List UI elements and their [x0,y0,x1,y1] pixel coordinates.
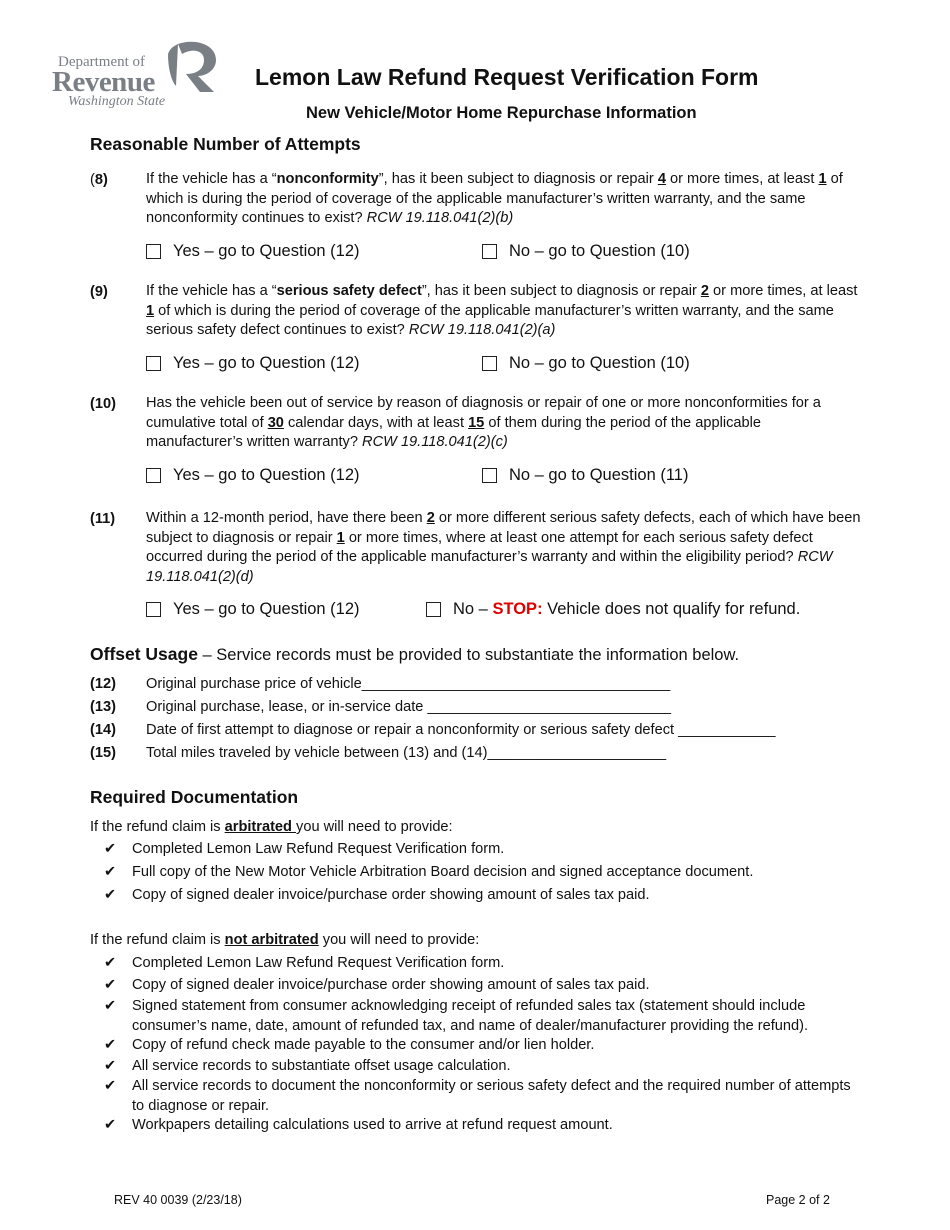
nonarb-item-5 [104,1057,864,1077]
q9-t5: or more times, at least [709,283,858,299]
offset-14-num: (14) [90,722,116,738]
q8-t5: or more times, at least [665,171,819,187]
check-icon: ✔ [104,955,117,971]
q9-t7: of which is during the period of coverage of the applicable manufacturer’s written warranty, and the same serious safety defect continues to exist? [146,302,834,338]
offset-line-12[interactable] [90,676,670,692]
question-11-number: (11) [90,511,116,527]
logo-revenue-text: Revenue [52,66,155,98]
offset-13-label: Original purchase, lease, or in-service date ______________________________ [146,699,671,715]
arb-item-1 [104,840,864,860]
page-number: Page 2 of 2 [766,1193,830,1207]
q8-close: ) [103,172,108,188]
nonarb-intro-1: If the refund claim is [90,932,225,948]
offset-12-num: (12) [90,676,116,692]
q8-no-label: No – go to Question (10) [509,242,690,260]
q11-t4: 1 [336,529,345,546]
q9-yes-option[interactable] [146,354,360,373]
form-subtitle: New Vehicle/Motor Home Repurchase Information [306,104,697,122]
q8-t2: nonconformity [276,171,379,187]
check-icon: ✔ [104,841,117,857]
q11-no-checkbox[interactable] [426,602,441,617]
q10-t2: 30 [267,414,284,431]
q8-no-checkbox[interactable] [482,244,497,259]
check-icon: ✔ [104,1037,117,1053]
logo-mark-icon [164,40,222,96]
q8-t6: 1 [818,171,827,187]
q8-no-option[interactable] [482,242,690,261]
offset-desc: – Service records must be provided to substantiate the information below. [197,646,740,664]
offset-line-13[interactable] [90,699,671,715]
q11-yes-label: Yes – go to Question (12) [173,600,360,618]
arb-item-3 [104,886,864,906]
nonarb-item-2 [104,976,864,996]
q9-t1: If the vehicle has a “ [146,283,277,299]
q8-t7: of which is during the period of coverage of the applicable manufacturer’s written warranty, and the same nonconformity continues to exist? [146,171,843,226]
required-docs-heading: Required Documentation [90,787,299,807]
q9-no-option[interactable] [482,354,690,373]
q11-rcw: RCW 19.118.041(2)(d) [146,549,833,585]
q11-stop-text: STOP: [492,600,543,618]
q10-yes-label: Yes – go to Question (12) [173,466,360,484]
offset-13-num: (13) [90,699,116,715]
dor-logo [52,40,222,110]
q10-t3: calendar days, with at least [283,414,469,431]
arb-item-1-text: Completed Lemon Law Refund Request Verification form. [132,841,505,857]
q9-no-label: No – go to Question (10) [509,354,690,372]
nonarb-item-6 [104,1077,864,1116]
arb-intro-1: If the refund claim is [90,819,225,835]
q8-yes-option[interactable] [146,242,360,261]
offset-15-label: Total miles traveled by vehicle between (13) and (14)______________________ [146,745,667,761]
nonarb-item-7 [104,1116,864,1136]
arb-item-2 [104,863,864,883]
arb-intro-2: arbitrated [224,819,297,835]
q9-yes-label: Yes – go to Question (12) [173,354,360,372]
arbitrated-intro [90,819,453,835]
nonarb-item-4 [104,1036,864,1056]
q10-no-checkbox[interactable] [482,468,497,483]
question-10-text [146,394,861,453]
nonarb-item-3 [104,997,864,1036]
q10-t1: Has the vehicle been out of service by reason of diagnosis or repair of one or more nonconformities for a cumulative total of [146,395,821,431]
arb-intro-3: you will need to provide: [296,819,453,835]
q9-yes-checkbox[interactable] [146,356,161,371]
q11-no-suffix: Vehicle does not qualify for refund. [542,600,801,618]
nonarb-item-3-text: Signed statement from consumer acknowledging receipt of refunded sales tax (statement should include consumer’s name, date, amount of refunded tax, and name of dealer/manufacturer providing the refund). [132,998,809,1034]
q8-rcw: RCW 19.118.041(2)(b) [366,210,514,226]
q11-no-label [453,600,800,619]
q9-t4: 2 [700,283,709,299]
offset-12-label: Original purchase price of vehicle______________________________________ [146,676,671,692]
q8-num: 8 [94,172,103,188]
q9-t3: ”, has it been subject to diagnosis or repair [421,283,701,299]
check-icon: ✔ [104,1117,117,1133]
q11-no-option[interactable] [426,600,800,619]
offset-heading: Offset Usage [90,644,198,664]
q11-t2: 2 [426,510,435,526]
question-9-number: (9) [90,284,108,300]
attempts-heading: Reasonable Number of Attempts [90,134,361,154]
check-icon: ✔ [104,864,117,880]
q11-t1: Within a 12-month period, have there been [146,510,427,526]
nonarb-item-6-text: All service records to document the nonconformity or serious safety defect and the required number of attempts to diagnose or repair. [132,1078,851,1114]
offset-line-15[interactable] [90,745,666,761]
q8-open: ( [90,172,95,188]
q8-t1: If the vehicle has a “ [146,171,277,187]
logo-dept-text: Department of [58,54,146,70]
check-icon: ✔ [104,977,117,993]
q11-t3: or more different serious safety defects, each of which have been subject to diagnosis or repair [146,510,861,546]
q9-rcw: RCW 19.118.041(2)(a) [408,322,556,338]
nonarb-item-5-text: All service records to substantiate offset usage calculation. [132,1058,511,1074]
q10-no-option[interactable] [482,466,688,485]
q10-yes-option[interactable] [146,466,360,485]
nonarb-item-1 [104,954,864,974]
q9-t6: 1 [146,302,155,319]
arb-item-3-text: Copy of signed dealer invoice/purchase order showing amount of sales tax paid. [132,887,650,903]
question-9-text [146,282,861,341]
logo-state-text: Washington State [68,94,166,109]
check-icon: ✔ [104,1058,117,1074]
q11-yes-option[interactable] [146,600,360,619]
form-id: REV 40 0039 (2/23/18) [114,1193,242,1207]
check-icon: ✔ [104,998,117,1014]
nonarb-intro-3: you will need to provide: [318,932,480,948]
nonarb-item-4-text: Copy of refund check made payable to the consumer and/or lien holder. [132,1037,595,1053]
offset-15-num: (15) [90,745,116,761]
offset-14-label: Date of first attempt to diagnose or repair a nonconformity or serious safety defect ____________ [146,722,776,738]
check-icon: ✔ [104,887,117,903]
q8-t3: ”, has it been subject to diagnosis or repair [378,171,658,187]
q11-yes-checkbox[interactable] [146,602,161,617]
q11-t5: or more times, where at least one attempt for each serious safety defect occurred during the period of the applicable manufacturer’s warranty and within the eligibility period? [146,529,813,565]
q9-t2: serious safety defect [276,283,422,299]
offset-line-14[interactable] [90,722,776,738]
nonarb-intro-2: not arbitrated [224,932,319,948]
q8-t4: 4 [657,171,666,187]
nonarb-item-2-text: Copy of signed dealer invoice/purchase order showing amount of sales tax paid. [132,977,650,993]
question-11-text [146,509,861,587]
q10-yes-checkbox[interactable] [146,468,161,483]
check-icon: ✔ [104,1078,117,1094]
question-10-number: (10) [90,396,116,412]
form-title: Lemon Law Refund Request Verification Form [255,64,759,90]
q10-t5: of them during the period of the applicable manufacturer’s written warranty? [146,414,761,450]
arb-item-2-text: Full copy of the New Motor Vehicle Arbitration Board decision and signed acceptance document. [132,864,754,880]
q8-yes-label: Yes – go to Question (12) [173,242,360,260]
q10-rcw: RCW 19.118.041(2)(c) [362,434,508,450]
question-8-number [90,172,108,188]
nonarb-item-1-text: Completed Lemon Law Refund Request Verification form. [132,955,505,971]
q8-yes-checkbox[interactable] [146,244,161,259]
q9-no-checkbox[interactable] [482,356,497,371]
not-arbitrated-intro [90,932,479,948]
offset-usage-header [90,644,739,665]
nonarb-item-7-text: Workpapers detailing calculations used to arrive at refund request amount. [132,1117,613,1133]
q10-t4: 15 [468,414,485,431]
question-8-text [146,170,861,229]
q10-no-label: No – go to Question (11) [509,466,689,484]
q11-no-prefix: No – [453,600,493,618]
